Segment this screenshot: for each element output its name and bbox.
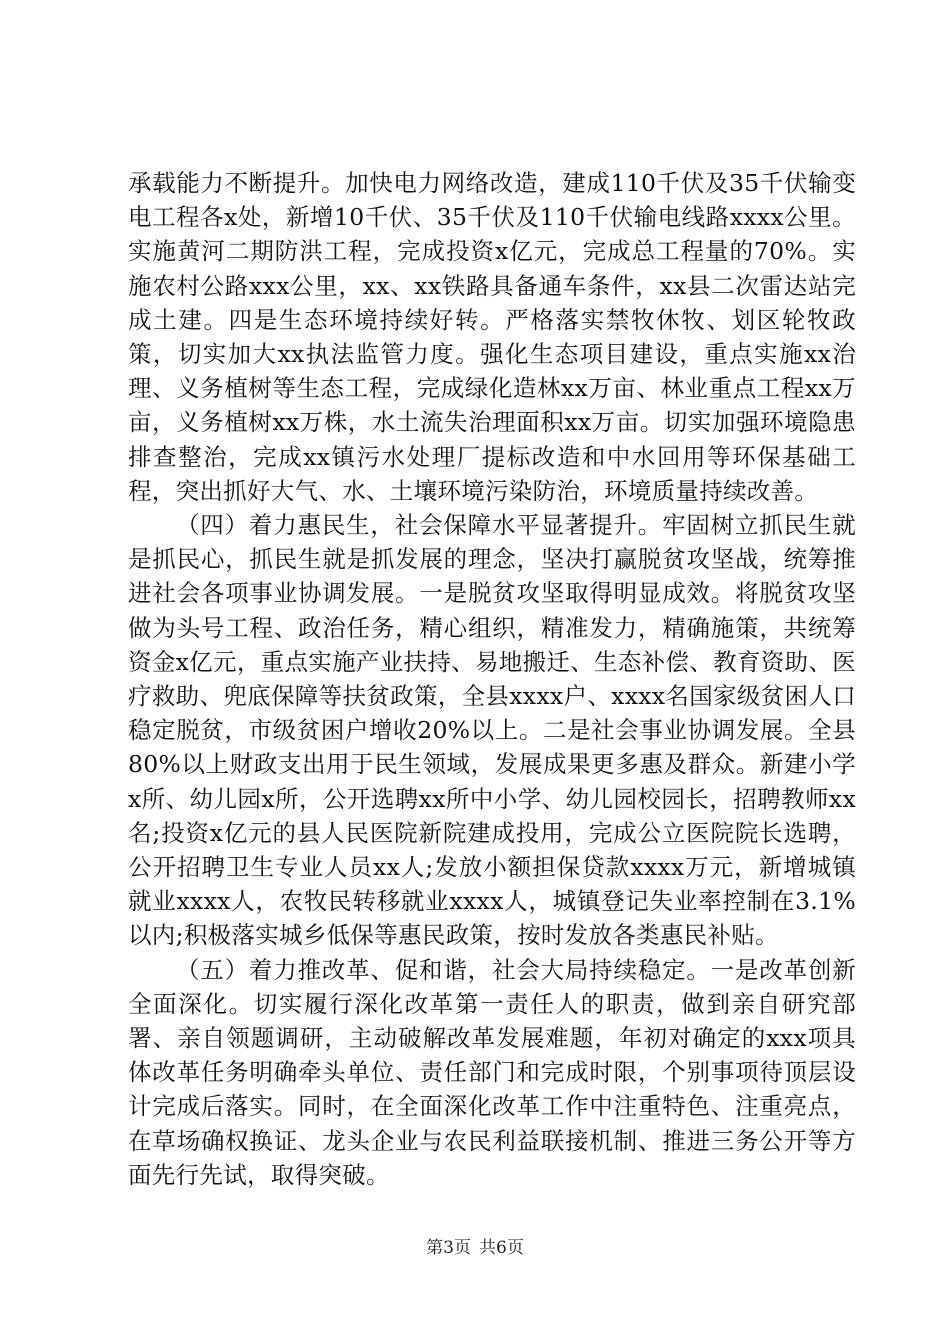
page-number: 第3页: [426, 1238, 471, 1258]
document-body: [128, 166, 856, 1192]
paragraph-continuation: 承载能力不断提升。加快电力网络改造，建成110千伏及35千伏输变电工程各x处，新增10千伏、35千伏及110千伏输电线路xxxx公里。实施黄河二期防洪工程，完成投资x亿元，完成总工程量的70%。实施农村公路xxx公里，xx、xx铁路具备通车条件，xx县二次雷达站完成土建。四是生态环境持续好转。严格落实禁牧休牧、划区轮牧政策，切实加大xx执法监管力度。强化生态项目建设，重点实施xx治理、义务植树等生态工程，完成绿化造林xx万亩、林业重点工程xx万亩，义务植树xx万株，水土流失治理面积xx万亩。切实加强环境隐患排查整治，完成xx镇污水处理厂提标改造和中水回用等环保基础工程，突出抓好大气、水、土壤环境污染防治，环境质量持续改善。: [128, 169, 856, 505]
paragraph-section-four: （四）着力惠民生，社会保障水平显著提升。牢固树立抓民生就是抓民心，抓民生就是抓发展的理念，坚决打赢脱贫攻坚战，统筹推进社会各项事业协调发展。一是脱贫攻坚取得明显成效。将脱贫攻坚做为头号工程、政治任务，精心组织，精准发力，精确施策，共统筹资金x亿元，重点实施产业扶持、易地搬迁、生态补偿、教育资助、医疗救助、兜底保障等扶贫政策，全县xxxx户、xxxx名国家级贫困人口稳定脱贫，市级贫困户增收20%以上。二是社会事业协调发展。全县80%以上财政支出用于民生领域，发展成果更多惠及群众。新建小学x所、幼儿园x所，公开选聘xx所中小学、幼儿园校园长，招聘教师xx名;投资x亿元的县人民医院新院建成投用，完成公立医院院长选聘，公开招聘卫生专业人员xx人;发放小额担保贷款xxxx万元，新增城镇就业xxxx人，农牧民转移就业xxxx人，城镇登记失业率控制在3.1%以内;积极落实城乡低保等惠民政策，按时发放各类惠民补贴。: [128, 511, 856, 950]
paragraph-section-five: （五）着力推改革、促和谐，社会大局持续稳定。一是改革创新全面深化。切实履行深化改革第一责任人的职责，做到亲自研究部署、亲自领题调研，主动破解改革发展难题，年初对确定的xxx项具体改革任务明确牵头单位、责任部门和完成时限，个别事项待顶层设计完成后落实。同时，在全面深化改革工作中注重特色、注重亮点，在草场确权换证、龙头企业与农民利益联接机制、推进三务公开等方面先行先试，取得突破。: [128, 955, 856, 1189]
page-total: 共6页: [479, 1238, 524, 1258]
page-footer: [0, 1237, 950, 1259]
